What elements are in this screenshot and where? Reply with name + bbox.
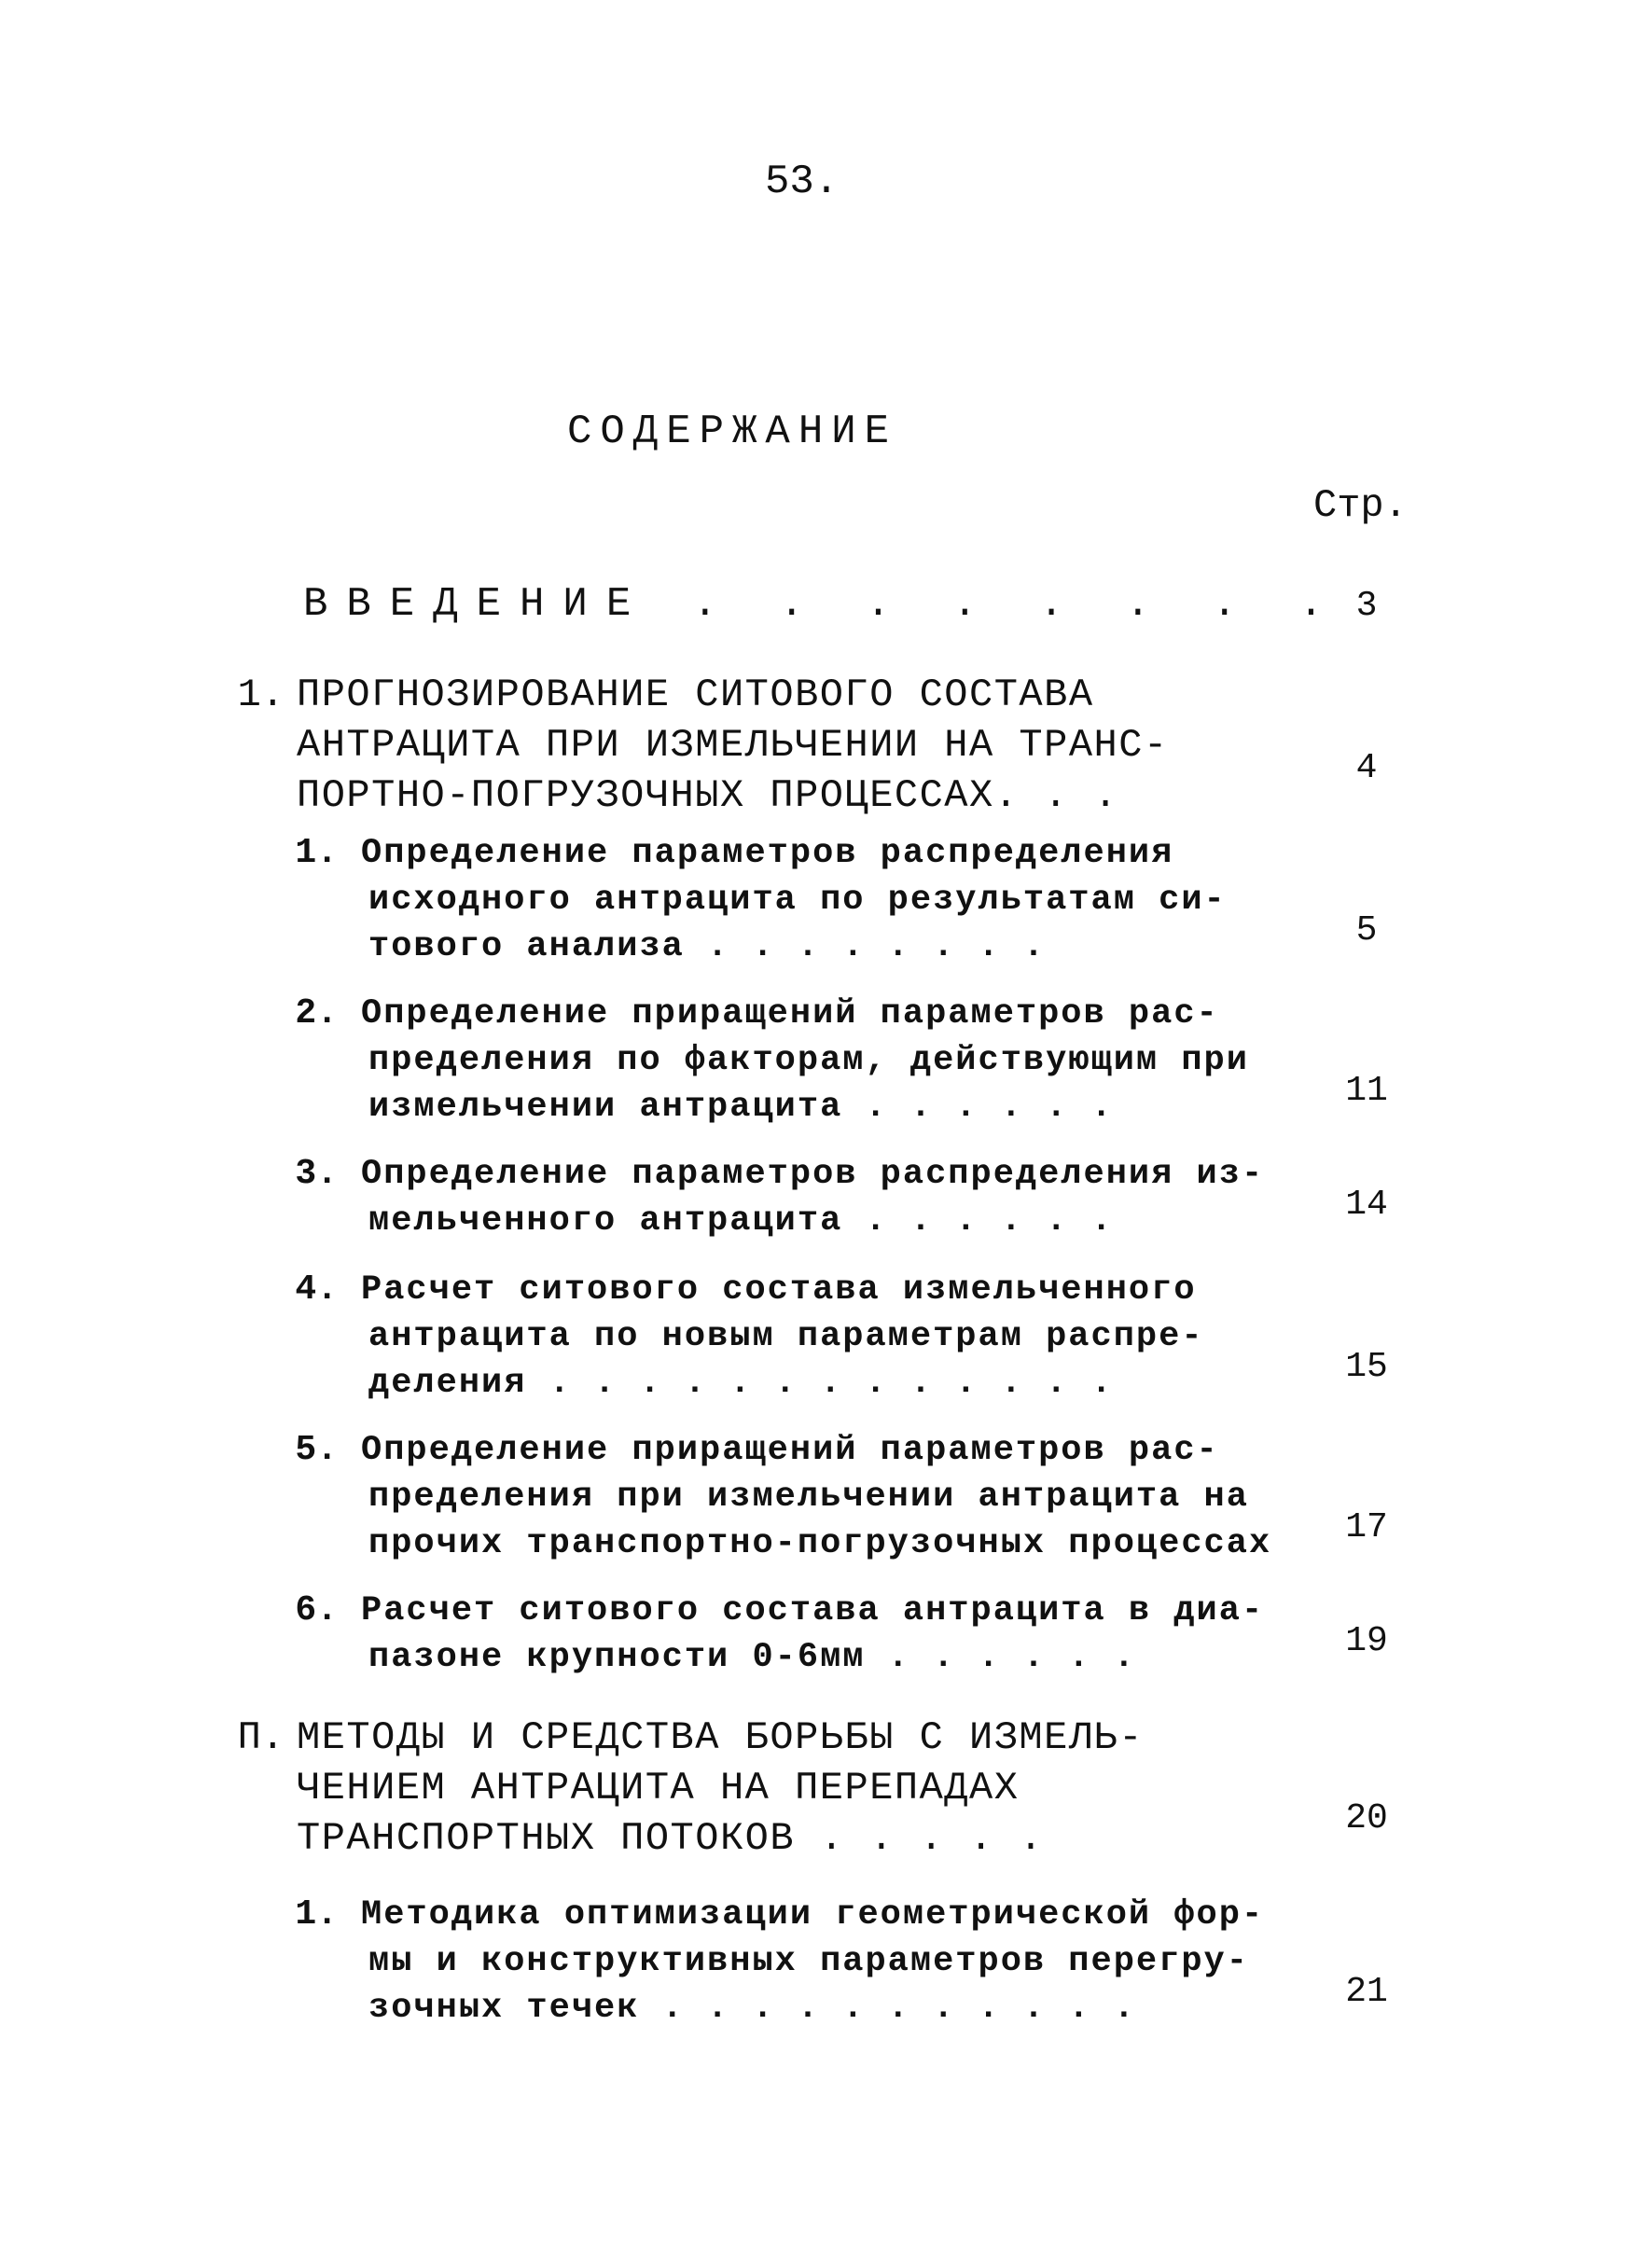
toc-chapter-number: 1.: [237, 673, 285, 717]
toc-entry-text: [361, 1892, 1264, 2032]
toc-chapter-number: П.: [237, 1715, 285, 1760]
toc-section-number: 1.: [295, 833, 338, 873]
toc-section-number: 1.: [295, 1894, 338, 1935]
toc-entry-text: [361, 1151, 1264, 1244]
toc-section-number: 3.: [295, 1154, 338, 1194]
toc-page-number: 11: [1345, 1071, 1388, 1111]
toc-line: исходного антрацита по результатам си-: [368, 881, 1227, 920]
toc-line: Определение приращений параметров рас-: [361, 994, 1219, 1033]
toc-entry-text: [361, 1427, 1271, 1567]
page-number: 53.: [765, 159, 840, 205]
toc-page-number: 20: [1345, 1798, 1388, 1838]
toc-line: антрацита по новым параметрам распре-: [368, 1317, 1204, 1356]
toc-line: Методика оптимизации геометрической фор-: [361, 1895, 1265, 1935]
toc-page-number: 5: [1355, 910, 1378, 950]
toc-line: Определение приращений параметров рас-: [361, 1431, 1219, 1470]
toc-line: Расчет ситового состава измельченного: [361, 1270, 1197, 1310]
toc-entry-text: [361, 991, 1249, 1130]
toc-line: мельченного антрацита . . . . . .: [368, 1201, 1114, 1241]
toc-line: деления . . . . . . . . . . . . .: [368, 1364, 1114, 1403]
toc-line: прочих транспортно-погрузочных процессах: [368, 1524, 1272, 1563]
toc-line: пазоне крупности 0-6мм . . . . . .: [368, 1638, 1136, 1677]
toc-page-number: 17: [1345, 1507, 1388, 1547]
toc-line: АНТРАЦИТА ПРИ ИЗМЕЛЬЧЕНИИ НА ТРАНС-: [297, 723, 1169, 768]
toc-page-number: 3: [1355, 586, 1378, 626]
toc-page-number: 21: [1345, 1972, 1388, 2012]
toc-line: Расчет ситового состава антрацита в диа-: [361, 1591, 1265, 1630]
toc-line: ПРОГНОЗИРОВАНИЕ СИТОВОГО СОСТАВА: [297, 673, 1094, 717]
toc-line: ПОРТНО-ПОГРУЗОЧНЫХ ПРОЦЕССАХ. . .: [297, 773, 1119, 818]
toc-line: измельчении антрацита . . . . . .: [368, 1088, 1114, 1127]
contents-title: СОДЕРЖАНИЕ: [567, 409, 898, 455]
toc-section-number: 5.: [295, 1430, 338, 1470]
toc-page-number: 15: [1345, 1347, 1388, 1387]
toc-line: пределения при измельчении антрацита на: [368, 1477, 1249, 1517]
toc-entry-text: [297, 670, 1169, 821]
toc-line: ТРАНСПОРТНЫХ ПОТОКОВ . . . . .: [297, 1816, 1045, 1861]
toc-line: зочных течек . . . . . . . . . . .: [368, 1989, 1136, 2028]
toc-section-number: 6.: [295, 1590, 338, 1630]
toc-section-number: 2.: [295, 993, 338, 1033]
toc-line: Определение параметров распределения из-: [361, 1155, 1265, 1194]
toc-page-number: 4: [1355, 748, 1378, 788]
toc-entry-text: [303, 578, 1342, 631]
page-column-label: Стр.: [1313, 483, 1408, 528]
toc-entry-text: [361, 1267, 1204, 1407]
toc-line: пределения по факторам, действующим при: [368, 1041, 1249, 1080]
toc-section-number: 4.: [295, 1269, 338, 1310]
toc-line: мы и конструктивных параметров перегру-: [368, 1942, 1249, 1981]
toc-page-number: 14: [1345, 1185, 1388, 1225]
toc-entry-text: [361, 830, 1227, 970]
toc-entry-text: [361, 1588, 1264, 1681]
toc-line: ЧЕНИЕМ АНТРАЦИТА НА ПЕРЕПАДАХ: [297, 1766, 1020, 1810]
toc-entry-text: [297, 1713, 1144, 1864]
toc-page-number: 19: [1345, 1621, 1388, 1661]
toc-line: Определение параметров распределения: [361, 834, 1174, 873]
toc-line: тового анализа . . . . . . . .: [368, 927, 1047, 966]
toc-line: ВВЕДЕНИЕ . . . . . . . .: [303, 581, 1342, 628]
toc-line: МЕТОДЫ И СРЕДСТВА БОРЬБЫ С ИЗМЕЛЬ-: [297, 1715, 1144, 1760]
